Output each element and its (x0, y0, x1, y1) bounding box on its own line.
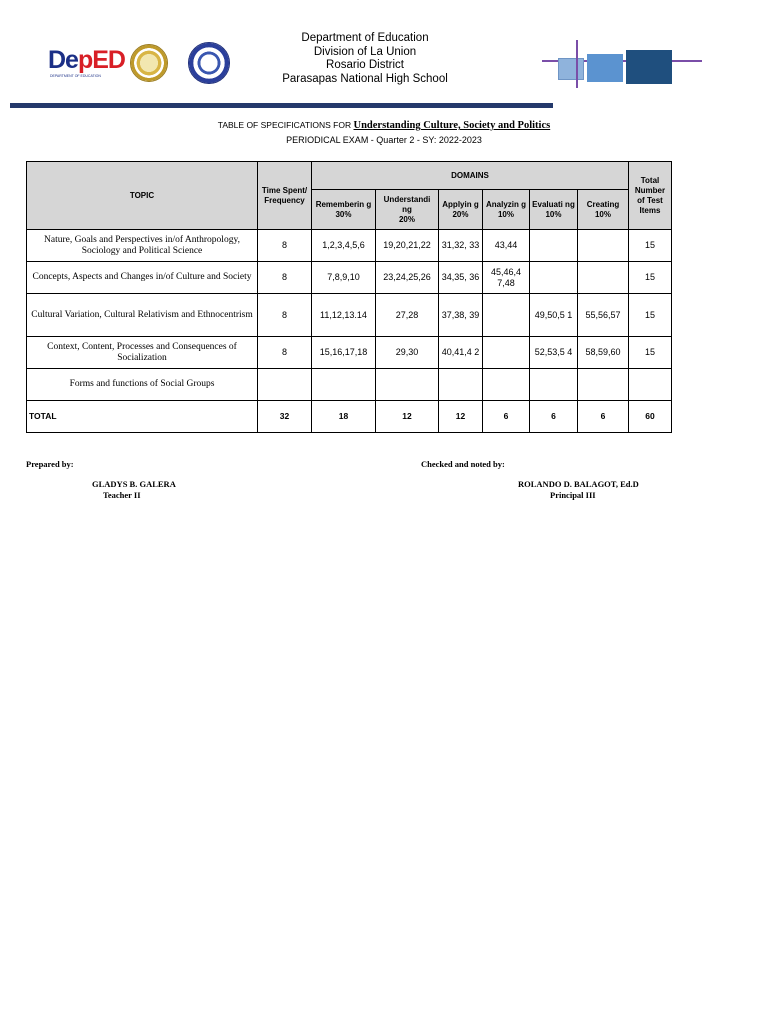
total-cell: 15 (629, 294, 672, 337)
district-name: Rosario District (326, 59, 404, 71)
total-cell: 15 (629, 337, 672, 369)
tos-title-prefix: TABLE OF SPECIFICATIONS FOR (217, 120, 352, 130)
understanding-cell (376, 369, 439, 401)
header-text (240, 32, 490, 86)
school-name: Parasapas National High School (282, 72, 448, 85)
header-evaluating: Evaluati ng 10% (530, 190, 578, 230)
creating-cell (578, 369, 629, 401)
evaluating-cell (530, 262, 578, 294)
total-time-cell: 32 (258, 401, 312, 433)
applying-cell: 31,32, 33 (439, 230, 483, 262)
table-row (27, 369, 672, 401)
total-cell: 15 (629, 262, 672, 294)
deped-logo (48, 46, 125, 80)
header-rule (10, 103, 553, 108)
header-total-items: Total Number of Test Items (629, 162, 672, 230)
time-cell: 8 (258, 230, 312, 262)
understanding-cell: 23,24,25,26 (376, 262, 439, 294)
time-cell (258, 369, 312, 401)
topic-cell: Nature, Goals and Perspectives in/of Anthropology, Sociology and Political Science (27, 230, 258, 262)
topic-cell: Context, Content, Processes and Consequences of Socialization (27, 337, 258, 369)
table-row (27, 262, 672, 294)
header-remembering: Rememberin g 30% (312, 190, 376, 230)
topic-cell: Forms and functions of Social Groups (27, 369, 258, 401)
checked-by-title: Principal III (550, 490, 596, 500)
prepared-by-label: Prepared by: (26, 459, 74, 469)
analyzing-cell (483, 369, 530, 401)
specifications-table (26, 161, 672, 433)
total-label: TOTAL (27, 401, 258, 433)
applying-cell: 34,35, 36 (439, 262, 483, 294)
total-understanding-cell: 12 (376, 401, 439, 433)
creating-cell (578, 262, 629, 294)
evaluating-cell (530, 230, 578, 262)
analyzing-cell (483, 337, 530, 369)
table-row (27, 294, 672, 337)
table-row (27, 230, 672, 262)
analyzing-cell: 43,44 (483, 230, 530, 262)
total-remembering-cell: 18 (312, 401, 376, 433)
prepared-by-name: GLADYS B. GALERA (92, 479, 176, 489)
total-creating-cell: 6 (578, 401, 629, 433)
applying-cell: 40,41,4 2 (439, 337, 483, 369)
deped-logo-de: De (48, 46, 78, 74)
topic-cell: Cultural Variation, Cultural Relativism and Ethnocentrism (27, 294, 258, 337)
exam-subtitle: PERIODICAL EXAM - Quarter 2 - SY: 2022-2023 (286, 135, 482, 145)
header-creating: Creating 10% (578, 190, 629, 230)
checked-by-name: ROLANDO D. BALAGOT, Ed.D (518, 479, 639, 489)
header-applying: Applyin g 20% (439, 190, 483, 230)
evaluating-cell (530, 369, 578, 401)
total-cell: 15 (629, 230, 672, 262)
tos-subject: Understanding Culture, Society and Politics (353, 120, 551, 131)
understanding-cell: 19,20,21,22 (376, 230, 439, 262)
school-seal-icon (188, 42, 230, 84)
total-cell (629, 369, 672, 401)
remembering-cell: 15,16,17,18 (312, 337, 376, 369)
time-cell: 8 (258, 337, 312, 369)
analyzing-cell: 45,46,4 7,48 (483, 262, 530, 294)
remembering-cell: 11,12,13.14 (312, 294, 376, 337)
creating-cell: 58,59,60 (578, 337, 629, 369)
creating-cell (578, 230, 629, 262)
deped-seal-icon (130, 44, 168, 82)
total-applying-cell: 12 (439, 401, 483, 433)
understanding-cell: 27,28 (376, 294, 439, 337)
time-cell: 8 (258, 262, 312, 294)
header-decoration (542, 40, 702, 88)
evaluating-cell: 49,50,5 1 (530, 294, 578, 337)
remembering-cell (312, 369, 376, 401)
total-row (27, 401, 672, 433)
header-domains: DOMAINS (312, 162, 629, 190)
analyzing-cell (483, 294, 530, 337)
header-analyzing: Analyzin g 10% (483, 190, 530, 230)
deped-logo-ped: pED (77, 46, 125, 74)
applying-cell: 37,38, 39 (439, 294, 483, 337)
header-time-spent: Time Spent/ Frequency (258, 162, 312, 230)
total-evaluating-cell: 6 (530, 401, 578, 433)
header-understanding: Understandi ng 20% (376, 190, 439, 230)
understanding-cell: 29,30 (376, 337, 439, 369)
header-topic: TOPIC (27, 162, 258, 230)
prepared-by-title: Teacher II (103, 490, 141, 500)
time-cell: 8 (258, 294, 312, 337)
grand-total-cell: 60 (629, 401, 672, 433)
tos-title (0, 120, 768, 131)
table-row (27, 337, 672, 369)
department-name: Department of Education (301, 32, 429, 44)
creating-cell: 55,56,57 (578, 294, 629, 337)
remembering-cell: 1,2,3,4,5,6 (312, 230, 376, 262)
applying-cell (439, 369, 483, 401)
checked-by-label: Checked and noted by: (421, 459, 505, 469)
division-name: Division of La Union (313, 45, 417, 58)
deped-logo-subtext: DEPARTMENT OF EDUCATION (50, 74, 101, 78)
topic-cell: Concepts, Aspects and Changes in/of Culture and Society (27, 262, 258, 294)
evaluating-cell: 52,53,5 4 (530, 337, 578, 369)
remembering-cell: 7,8,9,10 (312, 262, 376, 294)
total-analyzing-cell: 6 (483, 401, 530, 433)
